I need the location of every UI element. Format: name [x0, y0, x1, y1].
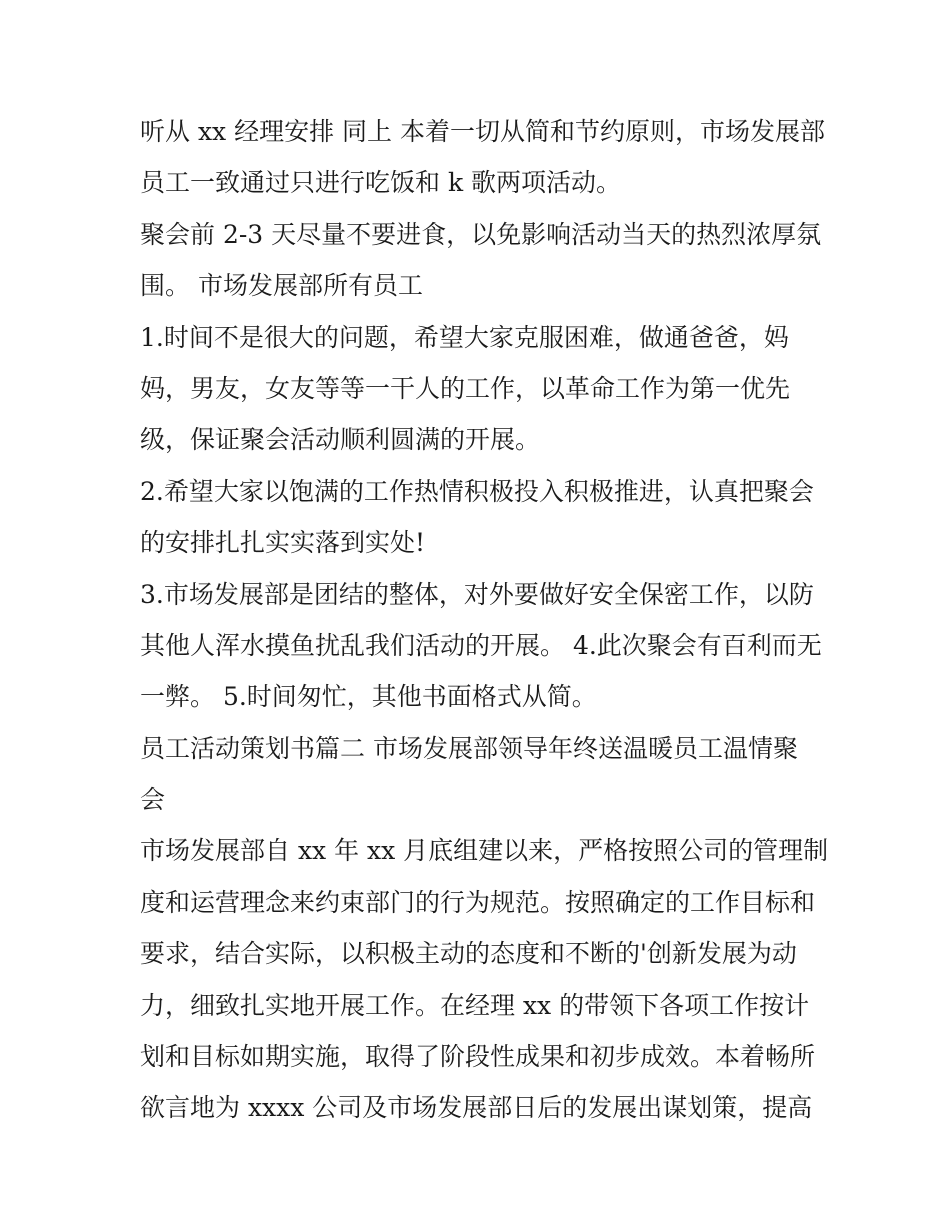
text-line: 其他人浑水摸鱼扰乱我们活动的开展。 4.此次聚会有百利而无 [140, 630, 822, 660]
document-body [140, 106, 829, 1134]
text-line: 围。 市场发展部所有员工 [140, 271, 423, 301]
text-line: 划和目标如期实施，取得了阶段性成果和初步成效。本着畅所 [140, 1042, 816, 1072]
section-heading-line: 会 [140, 785, 166, 815]
text-line: 一弊。 5.时间匆忙，其他书面格式从简。 [140, 682, 597, 712]
text-line: 力，细致扎实地开展工作。在经理 xx 的带领下各项工作按计 [140, 990, 810, 1020]
text-line: 员工一致通过只进行吃饭和 k 歌两项活动。 [140, 168, 622, 198]
text-line: 1.时间不是很大的问题，希望大家克服困难，做通爸爸，妈 [140, 322, 789, 352]
text-line: 市场发展部自 xx 年 xx 月底组建以来，严格按照公司的管理制 [140, 836, 829, 866]
text-line: 听从 xx 经理安排 同上 本着一切从简和节约原则，市场发展部 [140, 117, 825, 146]
text-line: 2.希望大家以饱满的工作热情积极投入积极推进，认真把聚会 [140, 476, 814, 506]
text-line: 的安排扎扎实实落到实处! [140, 528, 426, 558]
text-line: 度和运营理念来约束部门的行为规范。按照确定的工作目标和 [140, 887, 816, 917]
text-line: 聚会前 2-3 天尽量不要进食，以免影响活动当天的热烈浓厚氛 [140, 219, 822, 249]
text-line: 欲言地为 xxxx 公司及市场发展部日后的发展出谋划策，提高 [140, 1093, 813, 1123]
text-line: 妈，男友，女友等等一干人的工作，以革命工作为第一优先 [140, 373, 791, 403]
text-line: 要求，结合实际，以积极主动的态度和不断的'创新发展为动 [140, 939, 797, 969]
text-line: 级，保证聚会活动顺利圆满的开展。 [140, 425, 541, 455]
text-line: 3.市场发展部是团结的整体，对外要做好安全保密工作，以防 [140, 579, 814, 609]
section-heading-line: 员工活动策划书篇二 市场发展部领导年终送温暖员工温情聚 [140, 733, 798, 763]
